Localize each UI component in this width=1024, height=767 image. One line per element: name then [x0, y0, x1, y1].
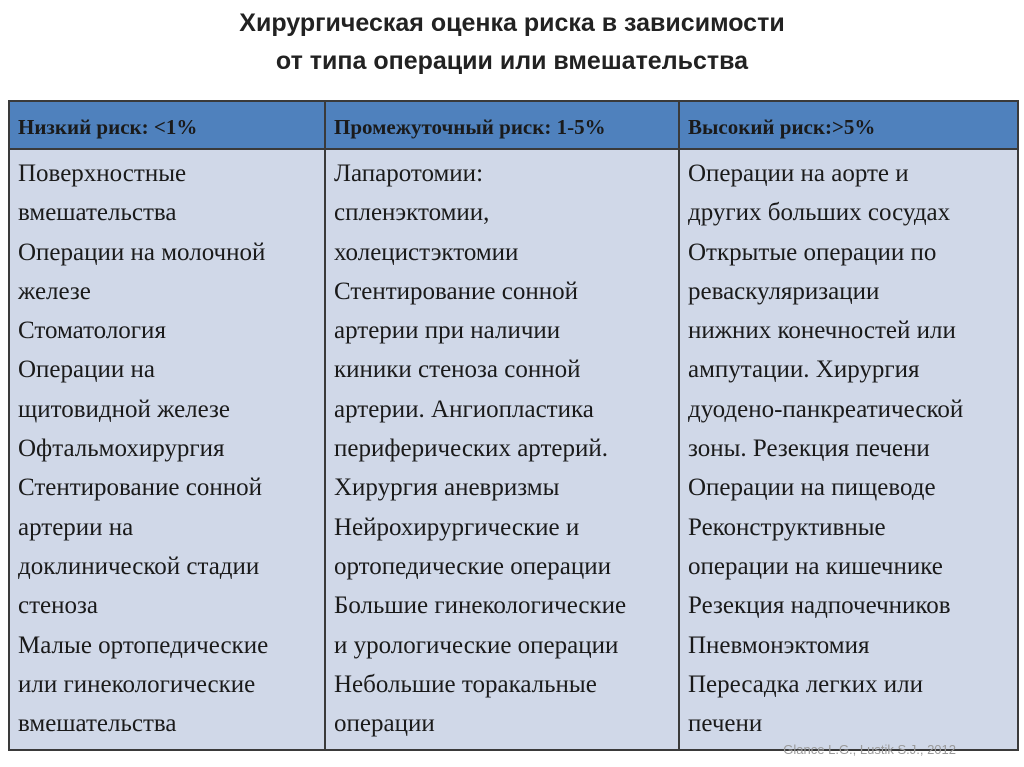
list-item: Поверхностные вмешательства	[18, 160, 187, 227]
list-item: Большие гинекологические и урологические операции	[334, 592, 627, 659]
list-item: Нейрохирургические и ортопедические операции	[334, 513, 611, 580]
list-item: Резекция надпочечников	[688, 592, 951, 620]
list-item: Операции на щитовидной железе	[18, 356, 231, 423]
list-item: Открытые операции по реваскуляризации нижних конечностей или ампутации. Хирургия дуодено-панкреатической зоны. Резекция печени	[688, 238, 964, 463]
risk-table	[8, 100, 1019, 751]
list-item: Малые ортопедические или гинекологические вмешательства	[18, 631, 269, 738]
list-item: Стоматология	[18, 317, 166, 345]
list-item: Операции на молочной железе	[18, 238, 266, 305]
list-item: Хирургия аневризмы	[334, 474, 560, 502]
list-item: Офтальмохирургия	[18, 435, 225, 463]
list-item: Пневмонэктомия	[688, 631, 870, 659]
list-item: Стентирование сонной артерии при наличии киники стеноза сонной артерии. Ангиопластика периферических артерий.	[334, 277, 608, 463]
list-item: Небольшие торакальные операции	[334, 670, 597, 738]
cell-low-risk	[9, 149, 325, 750]
cell-high-risk	[679, 149, 1018, 750]
list-item: Операции на пищеводе	[688, 474, 936, 502]
title-line-2: от типа операции или вмешательства	[275, 47, 749, 75]
list-item: Лапаротомии: спленэктомии, холецистэктомии	[334, 160, 519, 266]
title-line-1: Хирургическая оценка риска в зависимости	[239, 9, 785, 37]
list-item: Пересадка легких или печени	[688, 670, 924, 738]
header-intermediate-risk: Промежуточный риск: 1-5%	[325, 101, 679, 149]
header-high-risk: Высокий риск:>5%	[679, 101, 1018, 149]
list-item: Стентирование сонной артерии на доклинической стадии стеноза	[18, 474, 262, 620]
header-low-risk: Низкий риск: <1%	[9, 101, 325, 149]
cell-intermediate-risk	[325, 149, 679, 750]
source-citation: Glance L.G., Lustik S.J., 2012	[783, 742, 956, 757]
list-item: Реконструктивные операции на кишечнике	[688, 513, 943, 580]
table-body-row	[9, 149, 1018, 750]
table-header-row	[9, 101, 1018, 149]
list-item: Операции на аорте и других больших сосудах	[688, 160, 951, 227]
page-title	[0, 4, 1024, 80]
